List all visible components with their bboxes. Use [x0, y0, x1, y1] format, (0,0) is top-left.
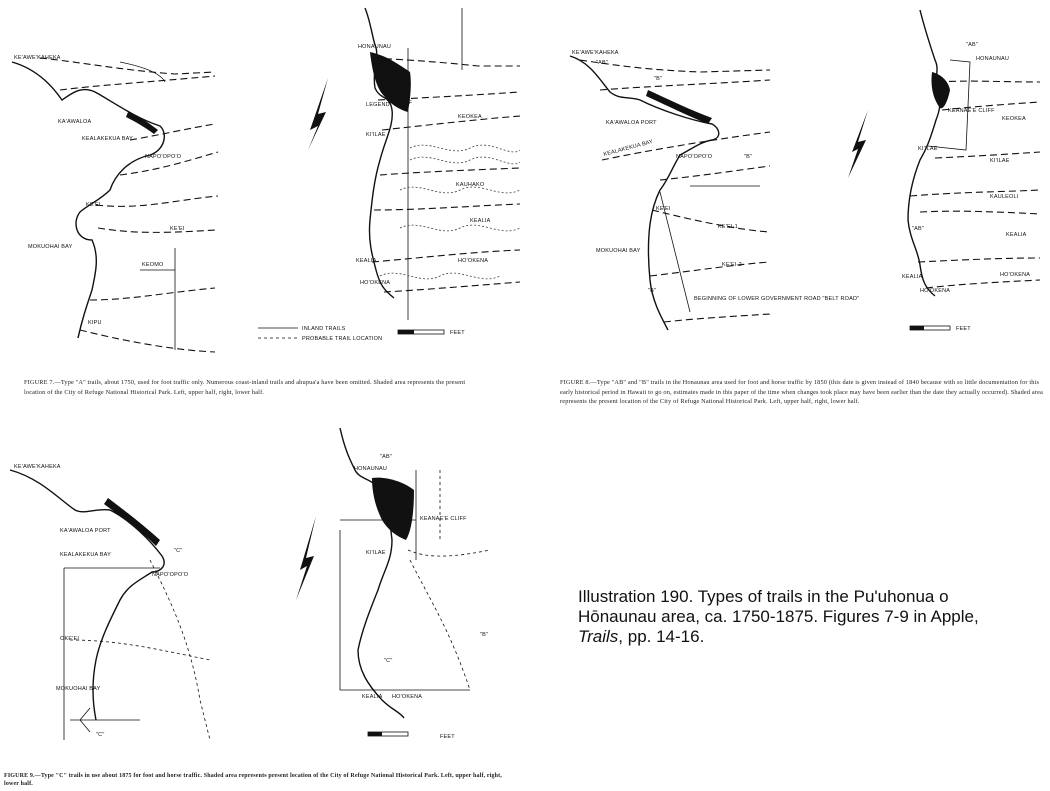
fig9-label-mokuohai-bay: MOKUOHAI BAY: [56, 686, 101, 692]
fig8-label-b-3: "B": [648, 288, 657, 294]
fig7-label-keomo: KEOMO: [142, 262, 164, 268]
fig7-label-keokea: KEOKEA: [458, 114, 482, 120]
fig7-scale-feet: FEET: [450, 330, 465, 336]
fig8-label-b-2: "B": [744, 154, 753, 160]
fig9-label-keawekaheka: KE'AWE'KAHEKA: [14, 464, 61, 470]
fig8-label-b-1: "B": [654, 76, 663, 82]
fig8-label-honaunau: HONAUNAU: [976, 56, 1010, 62]
illustration-pages: , pp. 14-16.: [618, 627, 705, 646]
fig7-label-keawekaheka: KE'AWE'KAHEKA: [14, 55, 61, 61]
fig7-label-hookena-1: HO'OKENA: [458, 258, 489, 264]
fig9-label-ab: "AB": [380, 454, 393, 460]
figure-8-caption: FIGURE 8.—Type "AB" and "B" trails in the Honaunau area used for foot and horse traffic by 1850 (this date is given instead of 1840 because with so little documentation for this early historical period in Hawaii to go on, estimates made in this paper of the time when changes took place may have been earlier than the date they actually occurred). Shaded area represents the present location of the City of Refuge National Historical Park. Left, upper half, right, lower half.: [560, 379, 1043, 405]
figure-8: [570, 10, 1040, 332]
fig8-left-map: [570, 56, 770, 330]
fig8-label-kauleoli: KAULEOLI: [990, 194, 1019, 200]
fig9-label-kealia: KEALIA: [362, 694, 383, 700]
figure-9-caption: FIGURE 9.—Type "C" trails in use about 1875 for foot and horse traffic. Shaded area represents present location of the City of Refuge National Historical Park. Left, upper half, right, lower half.: [4, 773, 502, 787]
fig8-label-ab-3: "AB": [912, 226, 925, 232]
fig9-label-napoopoo: NAPO'OPO'O: [152, 572, 189, 578]
fig9-label-honaunau: HONAUNAU: [354, 466, 388, 472]
fig7-label-kauhako: KAUHAKO: [456, 182, 485, 188]
fig9-label-c-1: "C": [174, 548, 183, 554]
fig8-label-keanaee-cliff: KEANAE'E CLIFF: [948, 108, 995, 114]
fig7-left-map: [12, 58, 218, 352]
fig8-label-kealia-1: KEALIA: [1006, 232, 1027, 238]
fig8-label-kiilae-2: KI'ILAE: [990, 158, 1010, 164]
north-arrow-icon: [296, 516, 316, 600]
fig8-label-ab-2: "AB": [966, 42, 979, 48]
fig8-label-keokea: KEOKEA: [1002, 116, 1026, 122]
fig8-label-keawekaheka: KE'AWE'KAHEKA: [572, 50, 619, 56]
fig9-label-c-2: "C": [96, 732, 105, 738]
fig8-label-kealia-2: KEALIA: [902, 274, 923, 280]
fig9-label-kaawaloa-port: KA'AWALOA PORT: [60, 528, 111, 534]
figure-9: [10, 428, 490, 740]
fig7-label-kealia-2: KEALIA: [356, 258, 377, 264]
fig7-label-kiilae: KI'ILAE: [366, 132, 386, 138]
fig7-label-kaawaloa: KA'AWALOA: [58, 119, 92, 125]
fig9-label-kiilae: KI'ILAE: [366, 550, 386, 556]
fig8-scale-feet: FEET: [956, 326, 971, 332]
north-arrow-icon: [308, 78, 328, 150]
fig8-label-hookena-2: HO'OKENA: [920, 288, 951, 294]
illustration-line-2: Hōnaunau area, ca. 1750-1875. Figures 7-9 in Apple,: [578, 607, 979, 626]
fig8-label-kiilae-1: KI'ILAE: [918, 146, 938, 152]
fig8-label-keei-1: KE'EI-1: [718, 224, 738, 230]
fig7-label-mokuohai-bay: MOKUOHAI BAY: [28, 244, 73, 250]
north-arrow-icon: [848, 110, 868, 178]
fig7-label-kealakekua-bay: KEALAKEKUA BAY: [82, 136, 134, 142]
fig7-label-kipu: KIPU: [88, 320, 102, 326]
fig9-scale-feet: FEET: [440, 734, 455, 740]
fig7-label-keei-1: KE'EI: [86, 202, 101, 208]
fig8-label-kealakekua-bay: KEALAKEKUA BAY: [602, 138, 654, 158]
fig9-label-kealakekua-bay: KEALAKEKUA BAY: [60, 552, 112, 558]
fig7-label-legend: LEGEND: [366, 102, 390, 108]
fig7-label-honaunau: HONAUNAU: [358, 44, 392, 50]
fig7-label-cliff: CLIFF: [396, 100, 413, 106]
figure-7-caption: FIGURE 7.—Type "A" trails, about 1750, used for foot traffic only. Numerous coast-inland trails and ahupua'a have been omitted. Shaded area represents the present location of the City of Refuge National Historical Park. Left, upper half, right, lower half.: [24, 379, 466, 396]
fig9-label-hookena: HO'OKENA: [392, 694, 423, 700]
fig9-label-c-3: "C": [384, 658, 393, 664]
fig9-left-map: [10, 470, 210, 740]
illustration-source-title: Trails: [578, 627, 619, 646]
fig8-scale-fill: [910, 326, 924, 330]
fig7-label-kealia-1: KEALIA: [470, 218, 491, 224]
fig8-right-map: [908, 10, 1040, 296]
fig9-label-b: "B": [480, 632, 489, 638]
fig8-label-mokuohai-bay: MOKUOHAI BAY: [596, 248, 641, 254]
fig8-label-kaawaloa-port: KA'AWALOA PORT: [606, 120, 657, 126]
fig8-label-ab-1: "AB": [596, 60, 609, 66]
fig8-label-keei-2: KE'EI-2: [722, 262, 742, 268]
fig7-label-napoopoo: NAPO'OPO'O: [145, 154, 182, 160]
fig7-scale-fill: [398, 330, 414, 334]
fig7-right-map: [365, 8, 520, 320]
figure-7: [12, 8, 520, 352]
illustration-line-1: Illustration 190. Types of trails in the Pu'uhonua o: [578, 587, 949, 606]
fig7-label-hookena-2: HO'OKENA: [360, 280, 391, 286]
illustration-caption: [578, 587, 1018, 647]
fig9-label-okeei: OKE'EI: [60, 636, 80, 642]
fig8-label-napoopoo: NAPO'OPO'O: [676, 154, 713, 160]
fig7-label-keei-2: KE'EI: [170, 226, 185, 232]
fig7-legend-item-1: INLAND TRAILS: [302, 326, 346, 332]
fig9-scale-fill: [368, 732, 382, 736]
illustration-line-3: [578, 627, 1018, 647]
fig9-label-keanaee-cliff: KEANAE'E CLIFF: [420, 516, 467, 522]
fig8-label-keei: KE'EI: [656, 206, 671, 212]
fig7-legend-item-2: PROBABLE TRAIL LOCATION: [302, 336, 383, 342]
fig8-label-hookena-1: HO'OKENA: [1000, 272, 1031, 278]
fig8-label-belt-road: BEGINNING OF LOWER GOVERNMENT ROAD "BELT ROAD": [694, 296, 860, 302]
